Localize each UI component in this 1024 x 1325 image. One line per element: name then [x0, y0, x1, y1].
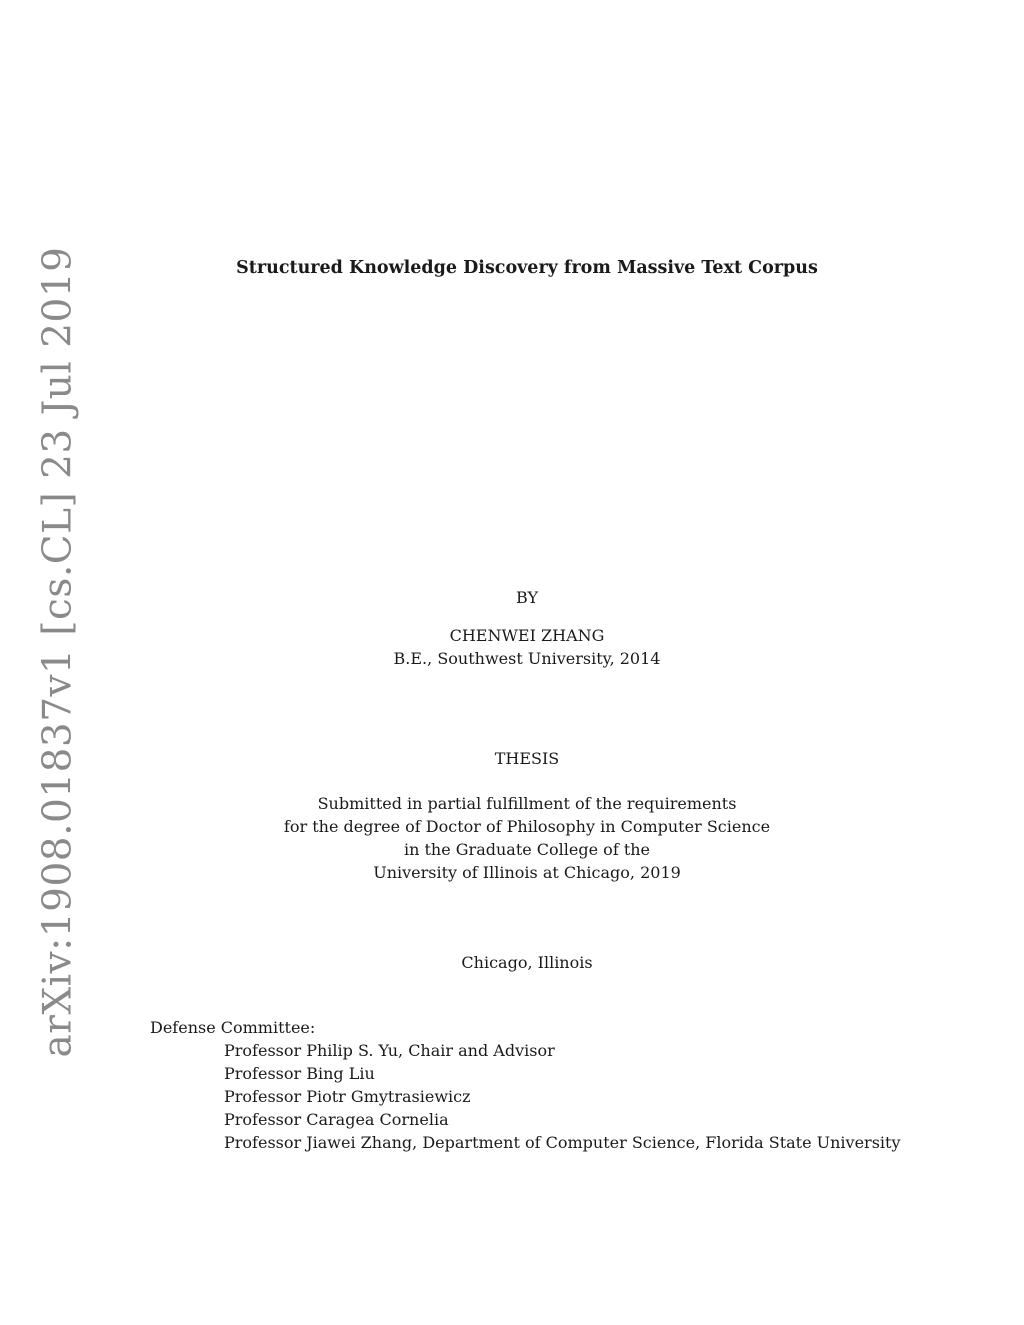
submission-statement	[0, 792, 1024, 884]
submission-line: in the Graduate College of the	[403, 840, 651, 859]
document-type-label: THESIS	[494, 749, 560, 768]
arxiv-identifier-stamp: arXiv:1908.01837v1 [cs.CL] 23 Jul 2019	[35, 246, 81, 1058]
submission-line: University of Illinois at Chicago, 2019	[373, 863, 681, 882]
committee-member: Professor Bing Liu	[224, 1064, 375, 1083]
location: Chicago, Illinois	[461, 953, 593, 972]
committee-member: Professor Jiawei Zhang, Department of Computer Science, Florida State University	[224, 1133, 901, 1152]
prior-degree: B.E., Southwest University, 2014	[393, 649, 661, 668]
committee-member: Professor Piotr Gmytrasiewicz	[224, 1087, 471, 1106]
submission-line: Submitted in partial fulfillment of the requirements	[317, 794, 737, 813]
submission-line: for the degree of Doctor of Philosophy in Computer Science	[283, 817, 771, 836]
defense-committee	[150, 1016, 901, 1154]
committee-member: Professor Caragea Cornelia	[224, 1110, 449, 1129]
committee-member-list	[150, 1039, 901, 1154]
author-name: CHENWEI ZHANG	[449, 626, 605, 645]
committee-member: Professor Philip S. Yu, Chair and Advisor	[224, 1041, 555, 1060]
thesis-title: Structured Knowledge Discovery from Massive Text Corpus	[236, 258, 818, 278]
by-label: BY	[515, 588, 539, 607]
committee-heading: Defense Committee:	[150, 1018, 316, 1037]
